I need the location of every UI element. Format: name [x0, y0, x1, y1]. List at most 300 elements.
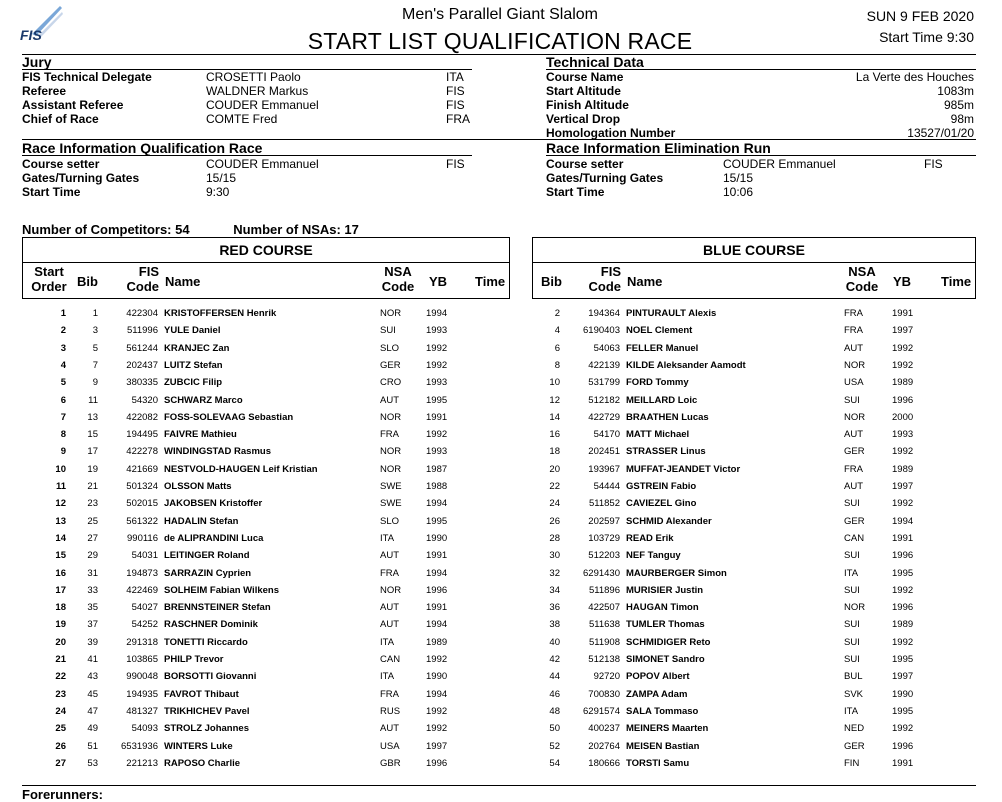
year-born: 1992	[892, 498, 914, 510]
start-order: 1	[60, 308, 66, 319]
col-nsa-code: NSA Code	[845, 264, 879, 294]
fis-code: 103865	[126, 654, 158, 665]
bib: 33	[87, 584, 98, 596]
athlete-name: WINDINGSTAD Rasmus	[164, 446, 271, 458]
fis-code: 194495	[126, 429, 158, 441]
year-born: 1991	[426, 550, 448, 562]
fis-code: 92720	[593, 671, 620, 683]
athlete-name: BRAATHEN Lucas	[626, 411, 709, 423]
athlete-name: FELLER Manuel	[626, 342, 699, 354]
qual-start-label: Start Time	[22, 185, 81, 199]
athlete-name: ZUBCIC Filip	[164, 377, 223, 389]
table-row	[22, 428, 508, 441]
nsa-code: SLO	[380, 515, 400, 527]
year-born: 1989	[426, 636, 448, 648]
fis-code: 501324	[126, 481, 158, 492]
nsa-code: NOR	[380, 446, 402, 458]
athlete-name: FAVROT Thibaut	[164, 688, 239, 700]
bib: 3	[92, 325, 98, 337]
year-born: 1996	[892, 394, 914, 406]
fis-code: 194873	[126, 567, 158, 579]
fis-code: 422507	[588, 602, 620, 614]
bib: 13	[87, 411, 98, 423]
nsa-code: SLO	[380, 342, 400, 354]
start-order: 19	[55, 619, 66, 631]
fis-code: 422729	[588, 411, 620, 423]
table-row	[532, 445, 974, 458]
elim-start-value: 10:06	[723, 185, 754, 199]
technical-heading: Technical Data	[546, 54, 644, 70]
athlete-name: MEINERS Maarten	[626, 723, 709, 735]
year-born: 1995	[426, 515, 448, 527]
table-row	[532, 480, 974, 493]
fis-code: 54063	[593, 342, 620, 354]
nsa-code: GER	[380, 359, 401, 371]
athlete-name: FORD Tommy	[626, 377, 689, 389]
start-order: 23	[55, 688, 66, 700]
red-course-title: RED COURSE	[23, 238, 509, 263]
fis-code: 54444	[593, 481, 620, 492]
year-born: 1991	[892, 532, 914, 544]
table-row	[22, 394, 508, 407]
bib: 28	[549, 532, 560, 544]
jury-name: CROSETTI Paolo	[206, 70, 301, 84]
bib: 6	[554, 342, 560, 354]
athlete-name: KILDE Aleksander Aamodt	[626, 359, 746, 371]
athlete-name: KRANJEC Zan	[164, 342, 230, 354]
fis-code: 511996	[127, 325, 158, 337]
start-order: 15	[55, 550, 66, 562]
fis-logo-icon	[18, 4, 66, 44]
fis-code: 194935	[126, 688, 158, 700]
bib: 5	[92, 342, 98, 354]
nsa-code: ITA	[380, 532, 395, 544]
year-born: 1995	[892, 567, 914, 579]
athlete-name: SARRAZIN Cyprien	[164, 567, 252, 579]
year-born: 1997	[892, 481, 914, 492]
athlete-name: TUMLER Thomas	[626, 619, 705, 631]
year-born: 1993	[426, 325, 448, 337]
nsa-code: AUT	[380, 619, 399, 631]
athlete-name: MAURBERGER Simon	[626, 567, 727, 579]
col-bib: Bib	[541, 274, 562, 289]
fis-code: 512182	[588, 394, 620, 406]
col-yb: YB	[429, 274, 448, 289]
athlete-name: TONETTI Riccardo	[164, 636, 248, 648]
fis-code: 422139	[588, 359, 620, 371]
year-born: 1996	[892, 740, 914, 752]
fis-code: 511896	[589, 584, 620, 596]
athlete-name: de ALIPRANDINI Luca	[164, 532, 264, 544]
nsa-code: ITA	[380, 671, 395, 683]
table-row	[532, 549, 974, 562]
elim-start-label: Start Time	[546, 185, 605, 199]
fis-code: 202451	[588, 446, 620, 458]
table-row	[532, 342, 974, 355]
athlete-name: SCHMIDIGER Reto	[626, 636, 711, 648]
table-row	[22, 359, 508, 372]
start-order: 13	[55, 515, 66, 527]
athlete-name: READ Erik	[626, 532, 674, 544]
start-order: 7	[60, 411, 66, 423]
technical-label: Start Altitude	[546, 84, 621, 98]
svg-text:FIS: FIS	[20, 27, 42, 43]
table-row	[22, 480, 508, 493]
athlete-name: GSTREIN Fabio	[626, 481, 697, 492]
fis-code: 700830	[588, 688, 620, 700]
year-born: 1990	[426, 532, 448, 544]
athlete-name: HAUGAN Timon	[626, 602, 699, 614]
year-born: 1991	[892, 308, 914, 319]
nsa-code: AUT	[380, 723, 399, 735]
elim-gates-value: 15/15	[723, 171, 754, 185]
jury-role: FIS Technical Delegate	[22, 70, 152, 84]
jury-name: COMTE Fred	[206, 112, 278, 126]
athlete-name: FAIVRE Mathieu	[164, 429, 237, 441]
bib: 9	[92, 377, 98, 389]
elim-gates-label: Gates/Turning Gates	[546, 171, 664, 185]
athlete-name: KRISTOFFERSEN Henrik	[164, 308, 277, 319]
year-born: 1994	[426, 308, 448, 319]
athlete-name: SALA Tommaso	[626, 705, 699, 717]
table-row	[22, 757, 508, 770]
table-row	[532, 722, 974, 735]
table-row	[532, 740, 974, 753]
jury-nation: ITA	[446, 70, 464, 84]
jury-role: Chief of Race	[22, 112, 99, 126]
year-born: 2000	[892, 411, 914, 423]
nsa-code: ITA	[844, 567, 859, 579]
bib: 29	[87, 550, 98, 562]
year-born: 1994	[426, 688, 448, 700]
table-row	[532, 307, 974, 320]
technical-value: 985m	[943, 98, 974, 112]
col-name: Name	[627, 274, 663, 289]
start-order: 26	[55, 740, 66, 752]
athlete-name: SCHWARZ Marco	[164, 394, 243, 406]
athlete-name: JAKOBSEN Kristoffer	[164, 498, 263, 510]
bib: 39	[87, 636, 98, 648]
jury-nation: FIS	[446, 98, 465, 112]
footer-divider	[22, 785, 976, 786]
year-born: 1992	[892, 342, 914, 354]
athlete-name: FOSS-SOLEVAAG Sebastian	[164, 411, 294, 423]
nsa-code: FIN	[844, 757, 860, 769]
qual-setter-nation: FIS	[446, 157, 465, 171]
race-info-qual-heading: Race Information Qualification Race	[22, 140, 263, 156]
athlete-name: MUFFAT-JEANDET Victor	[626, 463, 741, 475]
nsa-code: CRO	[380, 377, 402, 389]
col-fis-code: FIS Code	[588, 264, 621, 294]
year-born: 1993	[892, 429, 914, 441]
race-info-elim-divider	[546, 155, 976, 156]
col-fis-code: FIS Code	[126, 264, 159, 294]
table-row	[532, 324, 974, 337]
nsa-code: NOR	[380, 308, 402, 319]
table-row	[22, 515, 508, 528]
start-order: 8	[60, 429, 66, 441]
col-nsa-code: NSA Code	[381, 264, 415, 294]
bib: 12	[549, 394, 560, 406]
table-row	[532, 757, 974, 770]
table-row	[532, 376, 974, 389]
start-order: 22	[55, 671, 66, 683]
fis-code: 990116	[127, 532, 158, 544]
table-row	[532, 411, 974, 424]
bib: 21	[87, 481, 98, 492]
bib: 40	[549, 636, 560, 648]
athlete-name: YULE Daniel	[164, 325, 221, 337]
nsa-code: NOR	[844, 411, 866, 423]
fis-code: 422469	[126, 584, 158, 596]
year-born: 1993	[426, 446, 448, 458]
competitor-counts	[22, 222, 399, 237]
bib: 36	[549, 602, 560, 614]
nsa-code: AUT	[844, 429, 863, 441]
table-row	[532, 601, 974, 614]
nsa-code: NOR	[844, 359, 866, 371]
bib: 31	[87, 567, 98, 579]
col-start-order: Start Order	[31, 264, 67, 294]
bib: 43	[87, 671, 98, 683]
bib: 53	[87, 757, 98, 769]
athlete-name: MEISEN Bastian	[626, 740, 700, 752]
nsa-count: Number of NSAs: 17	[233, 222, 359, 237]
fis-code: 511908	[589, 636, 620, 648]
athlete-name: WINTERS Luke	[164, 740, 233, 752]
table-row	[22, 497, 508, 510]
nsa-code: SUI	[380, 325, 396, 337]
race-info-qual-divider	[22, 155, 472, 156]
fis-code: 531799	[588, 377, 620, 389]
technical-label: Vertical Drop	[546, 112, 621, 126]
bib: 46	[549, 688, 560, 700]
year-born: 1996	[892, 602, 914, 614]
table-row	[532, 497, 974, 510]
red-course-header	[22, 237, 510, 299]
competitors-count: Number of Competitors: 54	[22, 222, 190, 237]
table-row	[532, 636, 974, 649]
nsa-code: SUI	[844, 636, 860, 648]
year-born: 1992	[892, 359, 914, 371]
athlete-name: LEITINGER Roland	[164, 550, 250, 562]
fis-code: 54252	[131, 619, 158, 631]
fis-code: 422304	[126, 308, 158, 319]
year-born: 1992	[426, 342, 448, 354]
fis-code: 512138	[588, 654, 620, 665]
nsa-code: SUI	[844, 394, 860, 406]
jury-name: WALDNER Markus	[206, 84, 309, 98]
table-row	[22, 584, 508, 597]
start-order: 14	[55, 532, 66, 544]
blue-course-title: BLUE COURSE	[533, 238, 975, 263]
technical-value: 98m	[950, 112, 974, 126]
table-row	[22, 653, 508, 666]
year-born: 1991	[892, 757, 914, 769]
athlete-name: RASCHNER Dominik	[164, 619, 258, 631]
year-born: 1994	[892, 515, 914, 527]
nsa-code: GER	[844, 515, 865, 527]
year-born: 1995	[892, 654, 914, 665]
athlete-name: NOEL Clement	[626, 325, 693, 337]
col-bib: Bib	[77, 274, 98, 289]
bib: 35	[87, 602, 98, 614]
bib: 19	[87, 463, 98, 475]
bib: 4	[554, 325, 560, 337]
blue-course-header	[532, 237, 976, 299]
bib: 49	[87, 723, 98, 735]
start-order: 17	[55, 584, 66, 596]
nsa-code: NOR	[380, 584, 402, 596]
nsa-code: FRA	[844, 463, 863, 475]
fis-logo	[18, 4, 66, 44]
bib: 25	[87, 515, 98, 527]
year-born: 1995	[426, 394, 448, 406]
start-order: 10	[55, 463, 66, 475]
year-born: 1996	[426, 757, 448, 769]
start-order: 24	[55, 705, 66, 717]
athlete-name: OLSSON Matts	[164, 481, 232, 492]
nsa-code: SUI	[844, 498, 860, 510]
table-row	[22, 740, 508, 753]
table-row	[22, 342, 508, 355]
year-born: 1994	[426, 567, 448, 579]
bib: 48	[549, 705, 560, 717]
fis-code: 422082	[126, 411, 158, 423]
athlete-name: MEILLARD Loic	[626, 394, 698, 406]
technical-label: Course Name	[546, 70, 624, 84]
athlete-name: STRASSER Linus	[626, 446, 706, 458]
year-born: 1992	[426, 705, 448, 717]
table-row	[532, 359, 974, 372]
nsa-code: GBR	[380, 757, 401, 769]
nsa-code: SUI	[844, 584, 860, 596]
table-row	[532, 670, 974, 683]
table-row	[532, 653, 974, 666]
athlete-name: NESTVOLD-HAUGEN Leif Kristian	[164, 463, 318, 475]
nsa-code: CAN	[844, 532, 865, 544]
start-order: 5	[60, 377, 66, 389]
col-time: Time	[941, 274, 972, 289]
athlete-name: STROLZ Johannes	[164, 723, 249, 735]
nsa-code: SWE	[380, 481, 402, 492]
year-born: 1987	[426, 463, 448, 475]
nsa-code: BUL	[844, 671, 863, 683]
nsa-code: AUT	[380, 550, 399, 562]
nsa-code: AUT	[380, 394, 399, 406]
fis-code: 422278	[126, 446, 158, 458]
start-order: 11	[55, 481, 66, 492]
fis-code: 6291574	[583, 705, 620, 717]
start-order: 18	[55, 602, 66, 614]
athlete-name: LUITZ Stefan	[164, 359, 223, 371]
header-divider	[22, 54, 976, 55]
year-born: 1995	[892, 705, 914, 717]
table-row	[22, 445, 508, 458]
bib: 34	[549, 584, 560, 596]
athlete-name: TORSTI Samu	[626, 757, 690, 769]
jury-name: COUDER Emmanuel	[206, 98, 319, 112]
table-row	[22, 324, 508, 337]
fis-code: 511852	[589, 498, 620, 510]
fis-code: 481327	[126, 705, 158, 717]
athlete-name: SOLHEIM Fabian Wilkens	[164, 584, 279, 596]
technical-label: Homologation Number	[546, 126, 676, 140]
elim-setter-nation: FIS	[924, 157, 943, 171]
technical-value: 13527/01/20	[907, 126, 974, 140]
start-order: 27	[55, 757, 66, 769]
table-row	[532, 705, 974, 718]
bib: 32	[549, 567, 560, 579]
nsa-code: FRA	[844, 325, 863, 337]
table-row	[22, 618, 508, 631]
athlete-name: PHILP Trevor	[164, 654, 224, 665]
year-born: 1994	[426, 619, 448, 631]
nsa-code: ITA	[844, 705, 859, 717]
fis-code: 6531936	[121, 740, 158, 752]
athlete-name: RAPOSO Charlie	[164, 757, 241, 769]
table-row	[22, 722, 508, 735]
year-born: 1992	[426, 654, 448, 665]
bib: 16	[549, 429, 560, 441]
bib: 47	[87, 705, 98, 717]
jury-role: Referee	[22, 84, 67, 98]
table-row	[22, 705, 508, 718]
bib: 1	[92, 308, 98, 319]
fis-code: 6190403	[583, 325, 620, 337]
athlete-name: PINTURAULT Alexis	[626, 308, 717, 319]
technical-label: Finish Altitude	[546, 98, 629, 112]
fis-code: 194364	[588, 308, 620, 319]
bib: 2	[554, 308, 560, 319]
bib: 7	[92, 359, 98, 371]
athlete-name: NEF Tanguy	[626, 550, 681, 562]
athlete-name: POPOV Albert	[626, 671, 690, 683]
table-row	[532, 515, 974, 528]
nsa-code: SUI	[844, 619, 860, 631]
table-row	[532, 532, 974, 545]
fis-code: 202597	[588, 515, 620, 527]
year-born: 1989	[892, 463, 914, 475]
table-row	[532, 567, 974, 580]
event-title: Men's Parallel Giant Slalom	[401, 6, 599, 23]
athlete-name: SIMONET Sandro	[626, 654, 705, 665]
fis-code: 103729	[588, 532, 620, 544]
fis-code: 291318	[126, 636, 158, 648]
technical-value: La Verte des Houches	[855, 70, 974, 84]
bib: 18	[549, 446, 560, 458]
year-born: 1989	[892, 377, 914, 389]
qual-setter-label: Course setter	[22, 157, 100, 171]
start-order: 9	[60, 446, 66, 458]
nsa-code: SUI	[844, 654, 860, 665]
race-info-elim-heading: Race Information Elimination Run	[546, 140, 771, 156]
col-yb: YB	[893, 274, 912, 289]
year-born: 1992	[426, 723, 448, 735]
table-row	[22, 549, 508, 562]
elim-setter-label: Course setter	[546, 157, 624, 171]
race-start-time: Start Time 9:30	[879, 29, 974, 45]
year-born: 1997	[426, 740, 448, 752]
fis-code: 511638	[589, 619, 620, 631]
year-born: 1992	[426, 429, 448, 441]
elim-setter-name: COUDER Emmanuel	[723, 157, 836, 171]
nsa-code: CAN	[380, 654, 401, 665]
col-name: Name	[165, 274, 201, 289]
jury-divider	[22, 69, 472, 70]
year-born: 1993	[426, 377, 448, 389]
bib: 45	[87, 688, 98, 700]
